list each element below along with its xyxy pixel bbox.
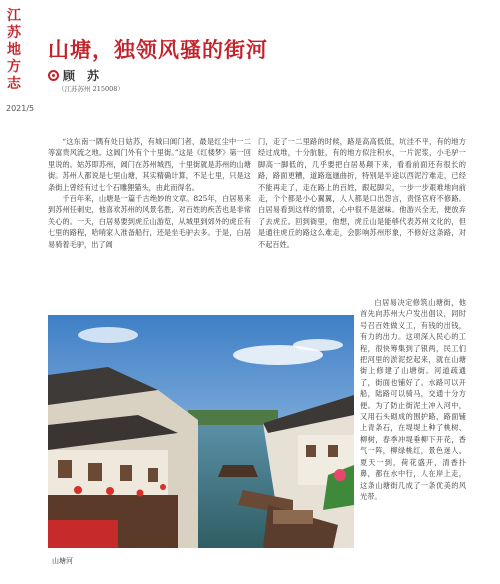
vertical-journal-title: 江苏地方志	[7, 8, 21, 92]
paragraph: 白居易决定修筑山塘街，他首先向苏州大户发出倡议，同时号召百姓做义工，有钱的出钱，有力的出力。这项深入民心的工程，很快筹集到了银两，民工们把河里的淤泥挖起来，就在山塘街上修建了山塘街。河道疏通了，街面也铺好了。水路可以开船，陆路可以骑马，交通十分方便。为了防止街泥土冲入河中，又用石头砌成的围护路，路面铺上青条石，在堤堤上种了桃树、柳树，春季冲堤垂柳下开花，香气一阵，柳绿桃红，景色迷人。夏天一到，荷花盛开，清香扑鼻，都在水中行，人在岸上走，这条山塘街几成了一条优美的风光带。	[360, 298, 466, 501]
article-title: 山塘，独领风骚的街河	[48, 38, 268, 62]
sidebar	[6, 8, 35, 113]
author-row	[48, 67, 99, 84]
text-column-3	[360, 297, 466, 502]
circle-bullet-icon	[48, 70, 59, 81]
author-affiliation: （江苏苏州 215008）	[58, 85, 124, 93]
text-column-1	[48, 136, 251, 250]
paragraph: 千百年来，山塘是一篇千古绝妙的文章。825年，白居易来到苏州任刺史，他喜欢苏州的风景名胜，对百姓的疾苦也是非常关心的。一天，白居易要到虎丘山游览，从城里到郊外的虎丘有七里的路程，哈哨家人准备船行，还是坐毛驴去多。于是，白居易骑着毛驴，出了阊	[48, 194, 251, 249]
shantang-river-photo	[48, 315, 354, 548]
issue-label: 2021/5	[6, 104, 35, 113]
paragraph: “这东南一隅有处日姑苏，有城曰阊门者，最是红尘中一二等富贵风流之地。这阊门外有个十里街。”这是《红楼梦》第一回里说的。姑苏即苏州，阊门在苏州城西，十里街就是苏州的山塘街。苏州人都说是七里山塘，其实精确计算，不足七里，只是这条街上曾经有过七个石雕狸猫头，由此而得名。	[48, 137, 251, 192]
text-column-2	[258, 136, 466, 250]
photo-illustration	[48, 315, 354, 548]
photo-caption: 山塘河	[52, 557, 73, 565]
paragraph: 门，走了一二里路的时候，路是高高低低，坑洼不平，有的地方经过成堆，十分肮脏，有的地方似注积水，一片泥浆，小毛驴一脚高一脚低的，几乎要把白居易颠下来，看看前面还有很长的路，路面更糟，道路迤逦曲折，特别是半途以西泥泞难走，已经不能再走了，走在路上的百姓，跟起脚尖，一步一步艰难地向前走，个个都是小心翼翼，人人都是口出怨言，责怪官府不修路。白居易看到这样的情景，心中很不是滋味。他游兴全无，便放弃了去虎丘。回到衙里，他想，虎丘山是能够代表苏州文化的，但是通往虎丘的路这么难走，会影响苏州形象，不修好这条路，对不起百姓。	[258, 137, 466, 249]
author-name: 顾 苏	[63, 69, 100, 83]
